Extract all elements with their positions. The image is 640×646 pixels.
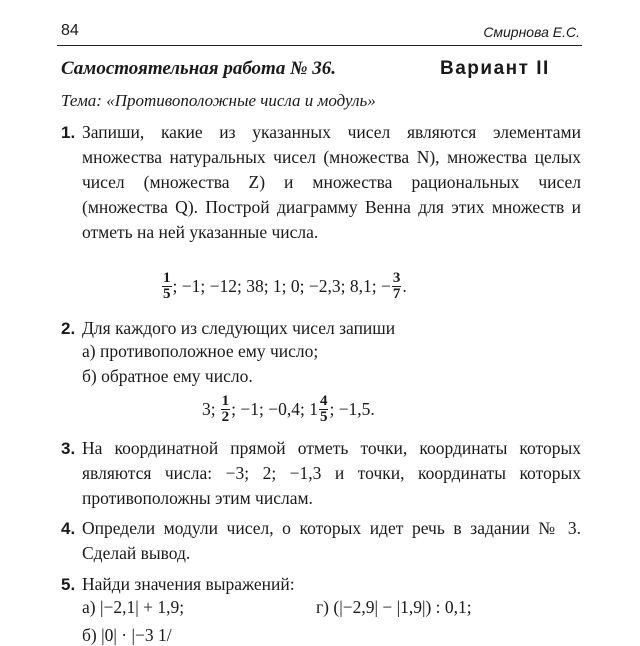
task-3 bbox=[61, 436, 581, 511]
numerator: 1 bbox=[163, 270, 171, 286]
numerator: 4 bbox=[319, 393, 328, 409]
variant-label: Вариант II bbox=[440, 58, 550, 79]
fraction bbox=[221, 394, 231, 425]
number-list: ; −1; −0,4; 1 bbox=[231, 399, 318, 419]
numerator: 3 bbox=[392, 270, 401, 286]
denominator: 2 bbox=[221, 409, 230, 425]
task-number: 4. bbox=[61, 519, 76, 538]
task-text: Найди значения выражений: bbox=[82, 574, 295, 594]
author-name: Смирнова Е.С. bbox=[483, 24, 580, 40]
task-text: Запиши, какие из указанных чисел являются элементами множества натуральных чисел (множества N), множества целых чисел (множества Z) и множества рациональных чисел (множества Q). Построй диаграмму Венна для этих множеств и отметь на ней указанные числа. bbox=[82, 122, 581, 242]
task-2-numbers bbox=[202, 394, 375, 425]
denominator: 5 bbox=[163, 286, 171, 302]
numerator: 1 bbox=[221, 393, 230, 409]
task-2-item-a: а) противоположное ему число; bbox=[82, 341, 319, 361]
task-text: На координатной прямой отметь точки, координаты которых являются числа: −3; 2; −1,3 и точки, координаты которых противоположны этим числам. bbox=[82, 438, 581, 508]
task-number: 5. bbox=[61, 575, 76, 594]
number-list-end: ; −1,5. bbox=[329, 399, 375, 419]
task-2-item-b: б) обратное ему число. bbox=[82, 366, 253, 386]
page-number: 84 bbox=[61, 22, 79, 39]
topic-line: Тема: «Противоположные числа и модуль» bbox=[61, 91, 376, 110]
task-1-numbers bbox=[161, 271, 407, 302]
task-number: 2. bbox=[61, 319, 76, 338]
task-text: Для каждого из следующих чисел запиши bbox=[82, 318, 396, 338]
fraction bbox=[392, 271, 402, 302]
task-number: 1. bbox=[61, 123, 76, 142]
number-a: 3; bbox=[202, 399, 216, 419]
task-number: 3. bbox=[61, 439, 76, 458]
task-5-item-a: а) |−2,1| + 1,9; bbox=[82, 597, 185, 617]
denominator: 7 bbox=[392, 286, 401, 302]
denominator: 5 bbox=[319, 409, 328, 425]
task-2 bbox=[61, 316, 581, 341]
number-list-end: . bbox=[402, 276, 407, 296]
task-4 bbox=[61, 516, 581, 566]
fraction bbox=[319, 394, 329, 425]
header-divider bbox=[57, 45, 582, 46]
number-list: ; −1; −12; 38; 1; 0; −2,3; 8,1; − bbox=[172, 276, 391, 296]
fraction bbox=[162, 271, 172, 302]
task-5-item-g: г) (|−2,9| − |1,9|) : 0,1; bbox=[316, 597, 472, 617]
work-title: Самостоятельная работа № 36. bbox=[61, 58, 336, 79]
task-text: Определи модули чисел, о которых идет речь в задании № 3. Сделай вывод. bbox=[82, 518, 581, 563]
task-5 bbox=[61, 572, 581, 597]
task-1 bbox=[61, 120, 581, 245]
page-header bbox=[57, 22, 582, 42]
task-5-item-b: б) |0| · |−3 1/ bbox=[82, 625, 172, 645]
